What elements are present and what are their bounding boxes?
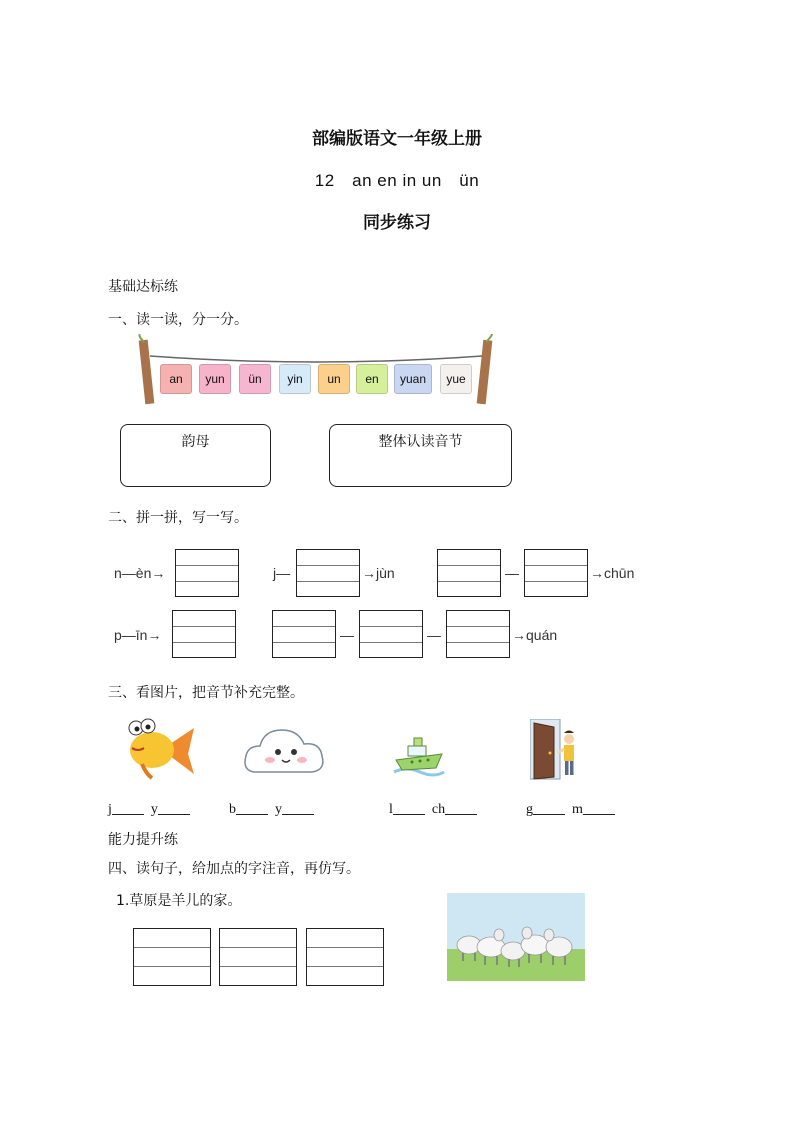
fill-cloud[interactable]: b y bbox=[229, 800, 314, 818]
cloud-picture bbox=[242, 722, 328, 780]
tag-un: un bbox=[318, 364, 350, 394]
fill-door[interactable]: g m bbox=[526, 800, 615, 818]
tag-an: an bbox=[160, 364, 192, 394]
writing-grid[interactable] bbox=[133, 928, 211, 986]
writing-grid[interactable] bbox=[524, 549, 588, 597]
writing-grid[interactable] bbox=[175, 549, 239, 597]
dash-r2-a: — bbox=[340, 627, 354, 643]
writing-grid[interactable] bbox=[437, 549, 501, 597]
door-icon bbox=[530, 719, 580, 781]
q4-title: 四、读句子，给加点的字注音，再仿写。 bbox=[108, 861, 360, 877]
door-picture bbox=[530, 719, 580, 781]
fish-picture bbox=[122, 714, 198, 782]
tag-yin: yin bbox=[279, 364, 311, 394]
q4-sentence: 1.草原是羊儿的家。 bbox=[116, 893, 242, 909]
writing-grid[interactable] bbox=[446, 610, 510, 658]
grassland-sheep-picture bbox=[447, 893, 585, 981]
q3-title: 三、看图片，把音节补充完整。 bbox=[108, 685, 304, 701]
tag-yun: yun bbox=[199, 364, 231, 394]
ship-picture bbox=[392, 734, 446, 778]
pinyin-r1-chun: →chūn bbox=[590, 565, 635, 581]
answer-box-finals[interactable] bbox=[120, 424, 271, 487]
dash-r1: — bbox=[505, 565, 519, 581]
ship-icon bbox=[392, 734, 446, 778]
writing-grid[interactable] bbox=[306, 928, 384, 986]
tag-un-umlaut: ün bbox=[239, 364, 271, 394]
pinyin-r2-quan: →quán bbox=[512, 627, 558, 643]
doc-subtitle: 同步练习 bbox=[363, 213, 431, 233]
sheep-icon bbox=[447, 893, 585, 981]
tag-en: en bbox=[356, 364, 388, 394]
lesson-title: 12 an en in un ün bbox=[314, 171, 480, 190]
writing-grid[interactable] bbox=[359, 610, 423, 658]
doc-title: 部编版语文一年级上册 bbox=[312, 129, 482, 149]
dash-r2-b: — bbox=[427, 627, 441, 643]
q2-title: 二、拼一拼，写一写。 bbox=[108, 510, 248, 526]
fish-icon bbox=[122, 714, 198, 782]
tag-yue: yue bbox=[440, 364, 472, 394]
writing-grid[interactable] bbox=[172, 610, 236, 658]
pinyin-r1-jun: →jùn bbox=[362, 565, 395, 581]
tag-yuan: yuan bbox=[394, 364, 432, 394]
fill-fish[interactable]: j y bbox=[108, 800, 190, 818]
writing-grid[interactable] bbox=[219, 928, 297, 986]
fill-ship[interactable]: l ch bbox=[389, 800, 477, 818]
pinyin-r1-j: j— bbox=[273, 565, 291, 581]
section-advanced: 能力提升练 bbox=[108, 832, 178, 848]
box-label-whole-syllables: 整体认读音节 bbox=[378, 434, 463, 450]
pinyin-r1-n-en: n—èn→ bbox=[114, 565, 166, 581]
box-label-finals: 韵母 bbox=[181, 434, 210, 450]
section-basic: 基础达标练 bbox=[108, 279, 178, 295]
answer-box-whole-syllables[interactable] bbox=[329, 424, 512, 487]
pinyin-r2-p-in: p—īn→ bbox=[114, 627, 162, 643]
q1-title: 一、读一读，分一分。 bbox=[108, 312, 248, 328]
writing-grid[interactable] bbox=[272, 610, 336, 658]
cloud-icon bbox=[242, 722, 328, 780]
writing-grid[interactable] bbox=[296, 549, 360, 597]
